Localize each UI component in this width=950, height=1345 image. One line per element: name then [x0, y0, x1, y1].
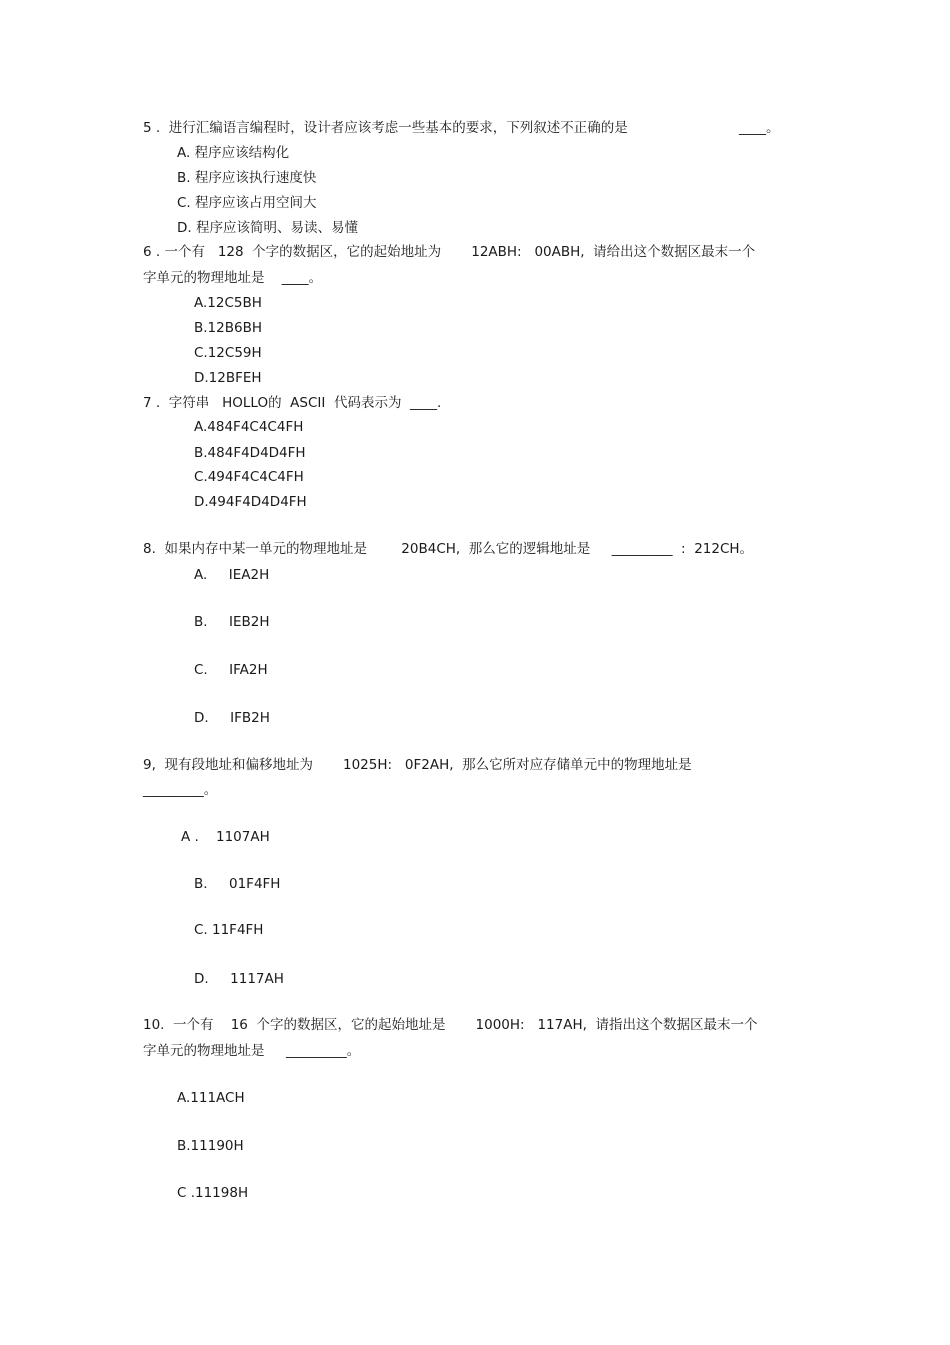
- q5-blank: ____。: [739, 120, 780, 136]
- q5-option-b: B. 程序应该执行速度快: [177, 170, 317, 186]
- q7-stem: 7 . 字符串 HOLLO的 ASCII 代码表示为 ____.: [143, 395, 442, 411]
- q5-option-a: A. 程序应该结构化: [177, 145, 290, 161]
- q6-option-a: A.12C5BH: [194, 295, 262, 311]
- q6-stem-line2: 字单元的物理地址是 ____。: [143, 270, 323, 286]
- q9-option-a: A . 1107AH: [181, 829, 270, 845]
- q9-stem-line2: _________。: [143, 782, 218, 798]
- q9-option-d: D. 1117AH: [194, 971, 284, 987]
- q5-stem: 5 . 进行汇编语言编程时，设计者应该考虑一些基本的要求，下列叙述不正确的是: [143, 120, 628, 136]
- q10-option-a: A.111ACH: [177, 1090, 245, 1106]
- q10-option-c: C .11198H: [177, 1185, 249, 1201]
- q7-option-b: B.484F4D4D4FH: [194, 445, 306, 461]
- q8-option-a: A. IEA2H: [194, 567, 270, 583]
- q5-option-c: C. 程序应该占用空间大: [177, 195, 317, 211]
- q8-stem: 8. 如果内存中某一单元的物理地址是 20B4CH, 那么它的逻辑地址是 _________ : 212CH。: [143, 541, 754, 557]
- q6-option-c: C.12C59H: [194, 345, 262, 361]
- q7-option-c: C.494F4C4C4FH: [194, 469, 304, 485]
- q10-option-b: B.11190H: [177, 1138, 244, 1154]
- q9-stem-line1: 9, 现有段地址和偏移地址为 1025H: 0F2AH, 那么它所对应存储单元中的物理地址是: [143, 757, 692, 773]
- q8-option-c: C. IFA2H: [194, 662, 268, 678]
- q8-option-d: D. IFB2H: [194, 710, 270, 726]
- q6-option-d: D.12BFEH: [194, 370, 262, 386]
- q6-option-b: B.12B6BH: [194, 320, 262, 336]
- q5-option-d: D. 程序应该简明、易读、易懂: [177, 220, 358, 236]
- q8-option-b: B. IEB2H: [194, 614, 270, 630]
- q6-stem-line1: 6 . 一个有 128 个字的数据区，它的起始地址为 12ABH: 00ABH, 请给出这个数据区最末一个: [143, 244, 756, 260]
- q10-stem-line1: 10. 一个有 16 个字的数据区，它的起始地址是 1000H: 117AH, 请指出这个数据区最末一个: [143, 1017, 758, 1033]
- q7-option-a: A.484F4C4C4FH: [194, 419, 304, 435]
- q9-option-c: C. 11F4FH: [194, 922, 264, 938]
- q10-stem-line2: 字单元的物理地址是 _________。: [143, 1043, 361, 1059]
- q7-option-d: D.494F4D4D4FH: [194, 494, 307, 510]
- q9-option-b: B. 01F4FH: [194, 876, 281, 892]
